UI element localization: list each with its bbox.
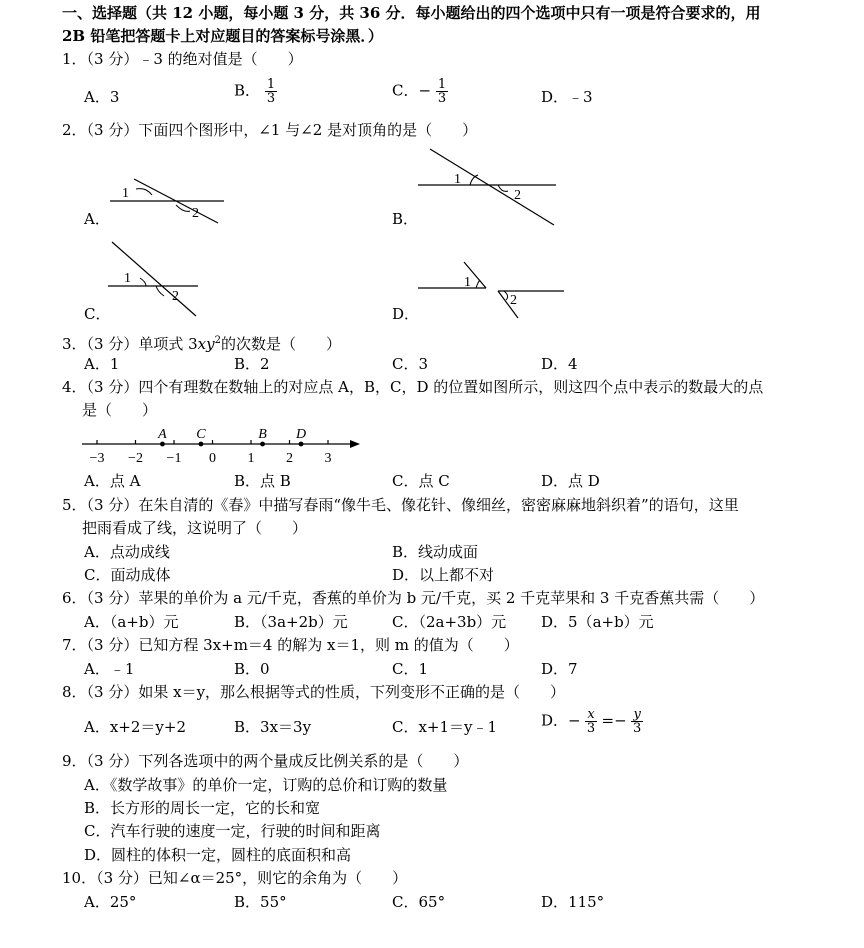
q10-stem: 10．（3 分）已知∠α＝25°，则它的余角为（ ） bbox=[62, 869, 408, 887]
q1-option-c[interactable]: C．− $\frac{1}{3}$ bbox=[392, 77, 447, 106]
q1-b-fraction: $\frac{1}{3}$ bbox=[266, 77, 276, 106]
number-line-tick-label: −1 bbox=[166, 451, 182, 466]
q4-number-line bbox=[78, 422, 368, 468]
fig-c-arc-1 bbox=[140, 278, 146, 286]
fig-a-angle1-label: 1 bbox=[122, 186, 129, 201]
number-line-point-label-c: C bbox=[196, 427, 206, 442]
q3-option-c[interactable]: C．3 bbox=[392, 355, 429, 373]
q5-stem-line2: 把雨看成了线，这说明了（ ） bbox=[82, 519, 308, 537]
number-line-arrow bbox=[350, 440, 360, 448]
fig-d-arc-1 bbox=[476, 280, 480, 288]
number-line-point-a bbox=[160, 442, 165, 447]
fig-c-angle1-label: 1 bbox=[124, 271, 131, 286]
q8-stem: 8．（3 分）如果 x＝y，那么根据等式的性质，下列变形不正确的是（ ） bbox=[62, 683, 566, 701]
q6-stem: 6．（3 分）苹果的单价为 a 元/千克，香蕉的单价为 b 元/千克，买 2 千克苹果和 3 千克香蕉共需（ ） bbox=[62, 589, 765, 607]
fig-b-line-slanted bbox=[430, 149, 554, 225]
fig-a-angle2-label: 2 bbox=[192, 206, 199, 221]
number-line-tick-label: −3 bbox=[89, 451, 105, 466]
q3-option-d[interactable]: D．4 bbox=[541, 355, 578, 373]
number-line-point-c bbox=[199, 442, 204, 447]
q1-option-a[interactable]: A．3 bbox=[84, 88, 120, 106]
q2-stem: 2．（3 分）下面四个图形中，∠1 与∠2 是对顶角的是（ ） bbox=[62, 121, 478, 139]
q5-option-c[interactable]: C．面动成体 bbox=[84, 566, 171, 584]
q3-option-b[interactable]: B．2 bbox=[234, 355, 270, 373]
q7-stem: 7．（3 分）已知方程 3x+m＝4 的解为 x＝1，则 m 的值为（ ） bbox=[62, 636, 519, 654]
q4-option-b[interactable]: B．点 B bbox=[234, 472, 291, 490]
fig-d-angle2-label: 2 bbox=[510, 293, 517, 308]
number-line-tick-label: 2 bbox=[286, 451, 293, 466]
fig-b-angle1-label: 1 bbox=[454, 172, 461, 187]
q2-option-d[interactable]: D． bbox=[392, 305, 420, 323]
q6-option-a[interactable]: A．（a+b）元 bbox=[84, 613, 179, 631]
q3-option-a[interactable]: A．1 bbox=[84, 355, 120, 373]
q10-option-a[interactable]: A．25° bbox=[84, 893, 137, 911]
q5-option-b[interactable]: B．线动成面 bbox=[392, 543, 479, 561]
q1-c-fraction: $\frac{1}{3}$ bbox=[437, 77, 447, 106]
q2-figure-a bbox=[100, 165, 230, 225]
q1-stem: 1．（3 分）﹣3 的绝对值是（ ） bbox=[62, 50, 303, 68]
section-header-line2: 2B 铅笔把答题卡上对应题目的答案标号涂黑．） bbox=[62, 27, 383, 45]
q2-figure-c bbox=[104, 238, 204, 320]
q2-option-c[interactable]: C． bbox=[84, 305, 111, 323]
q2-figure-d bbox=[414, 258, 574, 320]
number-line-point-label-d: D bbox=[295, 427, 307, 442]
q7-option-d[interactable]: D．7 bbox=[541, 660, 578, 678]
fig-b-arc-2 bbox=[498, 185, 508, 191]
q8-option-b[interactable]: B．3x＝3y bbox=[234, 718, 312, 736]
q4-stem-line1: 4．（3 分）四个有理数在数轴上的对应点 A，B，C，D 的位置如图所示，则这四个点中表示的数最大的点 bbox=[62, 378, 764, 396]
q9-option-c[interactable]: C．汽车行驶的速度一定，行驶的时间和距离 bbox=[84, 822, 381, 840]
section-header-line1: 一、选择题（共 12 小题，每小题 3 分，共 36 分．每小题给出的四个选项中只有一项是符合要求的，用 bbox=[62, 4, 761, 22]
number-line-point-label-b: B bbox=[258, 427, 267, 442]
q2-figure-b bbox=[414, 145, 564, 230]
q5-option-d[interactable]: D．以上都不对 bbox=[392, 566, 495, 584]
q9-option-d[interactable]: D．圆柱的体积一定，圆柱的底面积和高 bbox=[84, 846, 352, 864]
q4-option-c[interactable]: C．点 C bbox=[392, 472, 450, 490]
q5-stem-line1: 5．（3 分）在朱自清的《春》中描写春雨“像牛毛、像花针、像细丝，密密麻麻地斜织着”的语句，这里 bbox=[62, 496, 739, 514]
q4-stem-line2: 是（ ） bbox=[82, 401, 158, 419]
q8-d-fraction-2: $\frac{y}{3}$ bbox=[632, 707, 642, 736]
q6-option-d[interactable]: D．5（a+b）元 bbox=[541, 613, 654, 631]
q9-option-a[interactable]: A．《数学故事》的单价一定，订购的总价和订购的数量 bbox=[84, 776, 448, 794]
q9-option-b[interactable]: B．长方形的周长一定，它的长和宽 bbox=[84, 799, 321, 817]
q10-option-c[interactable]: C．65° bbox=[392, 893, 446, 911]
q8-option-d[interactable]: D．− $\frac{x}{3}$ =− $\frac{y}{3}$ bbox=[541, 707, 642, 736]
fig-d-angle1-label: 1 bbox=[464, 275, 471, 290]
q9-stem: 9．（3 分）下列各选项中的两个量成反比例关系的是（ ） bbox=[62, 752, 469, 770]
q5-option-a[interactable]: A．点动成线 bbox=[84, 543, 170, 561]
q7-option-c[interactable]: C．1 bbox=[392, 660, 429, 678]
q8-d-fraction-1: $\frac{x}{3}$ bbox=[586, 707, 596, 736]
q3-stem: 3．（3 分）单项式 $3xy^2$的次数是（ ） bbox=[62, 335, 341, 353]
fig-b-angle2-label: 2 bbox=[514, 188, 521, 203]
q6-option-b[interactable]: B．（3a+2b）元 bbox=[234, 613, 348, 631]
q6-option-c[interactable]: C．（2a+3b）元 bbox=[392, 613, 507, 631]
number-line-tick-label: 1 bbox=[247, 451, 255, 466]
q8-option-c[interactable]: C．x+1＝y﹣1 bbox=[392, 718, 498, 736]
fig-a-arc-2 bbox=[176, 205, 190, 211]
q10-option-d[interactable]: D．115° bbox=[541, 893, 605, 911]
fig-a-arc-1 bbox=[136, 189, 152, 195]
q7-option-b[interactable]: B．0 bbox=[234, 660, 270, 678]
fig-d-arc-2 bbox=[504, 291, 508, 300]
number-line-point-label-a: A bbox=[158, 427, 167, 442]
q1-option-b[interactable]: B． $\frac{1}{3}$ bbox=[234, 77, 276, 106]
number-line-point-d bbox=[299, 442, 304, 447]
fig-c-angle2-label: 2 bbox=[172, 289, 179, 304]
q4-option-d[interactable]: D．点 D bbox=[541, 472, 600, 490]
q2-option-a[interactable]: A． bbox=[84, 210, 110, 228]
number-line-tick-label: −2 bbox=[128, 451, 143, 466]
q2-option-b[interactable]: B． bbox=[392, 210, 419, 228]
number-line-point-b bbox=[260, 442, 265, 447]
q10-option-b[interactable]: B．55° bbox=[234, 893, 287, 911]
number-line-tick-label: 3 bbox=[324, 451, 332, 466]
q8-option-a[interactable]: A．x+2＝y+2 bbox=[84, 718, 186, 736]
q1-option-d[interactable]: D．﹣3 bbox=[541, 88, 593, 106]
number-line-tick-label: 0 bbox=[209, 451, 216, 466]
q7-option-a[interactable]: A．﹣1 bbox=[84, 660, 135, 678]
q4-option-a[interactable]: A．点 A bbox=[84, 472, 141, 490]
